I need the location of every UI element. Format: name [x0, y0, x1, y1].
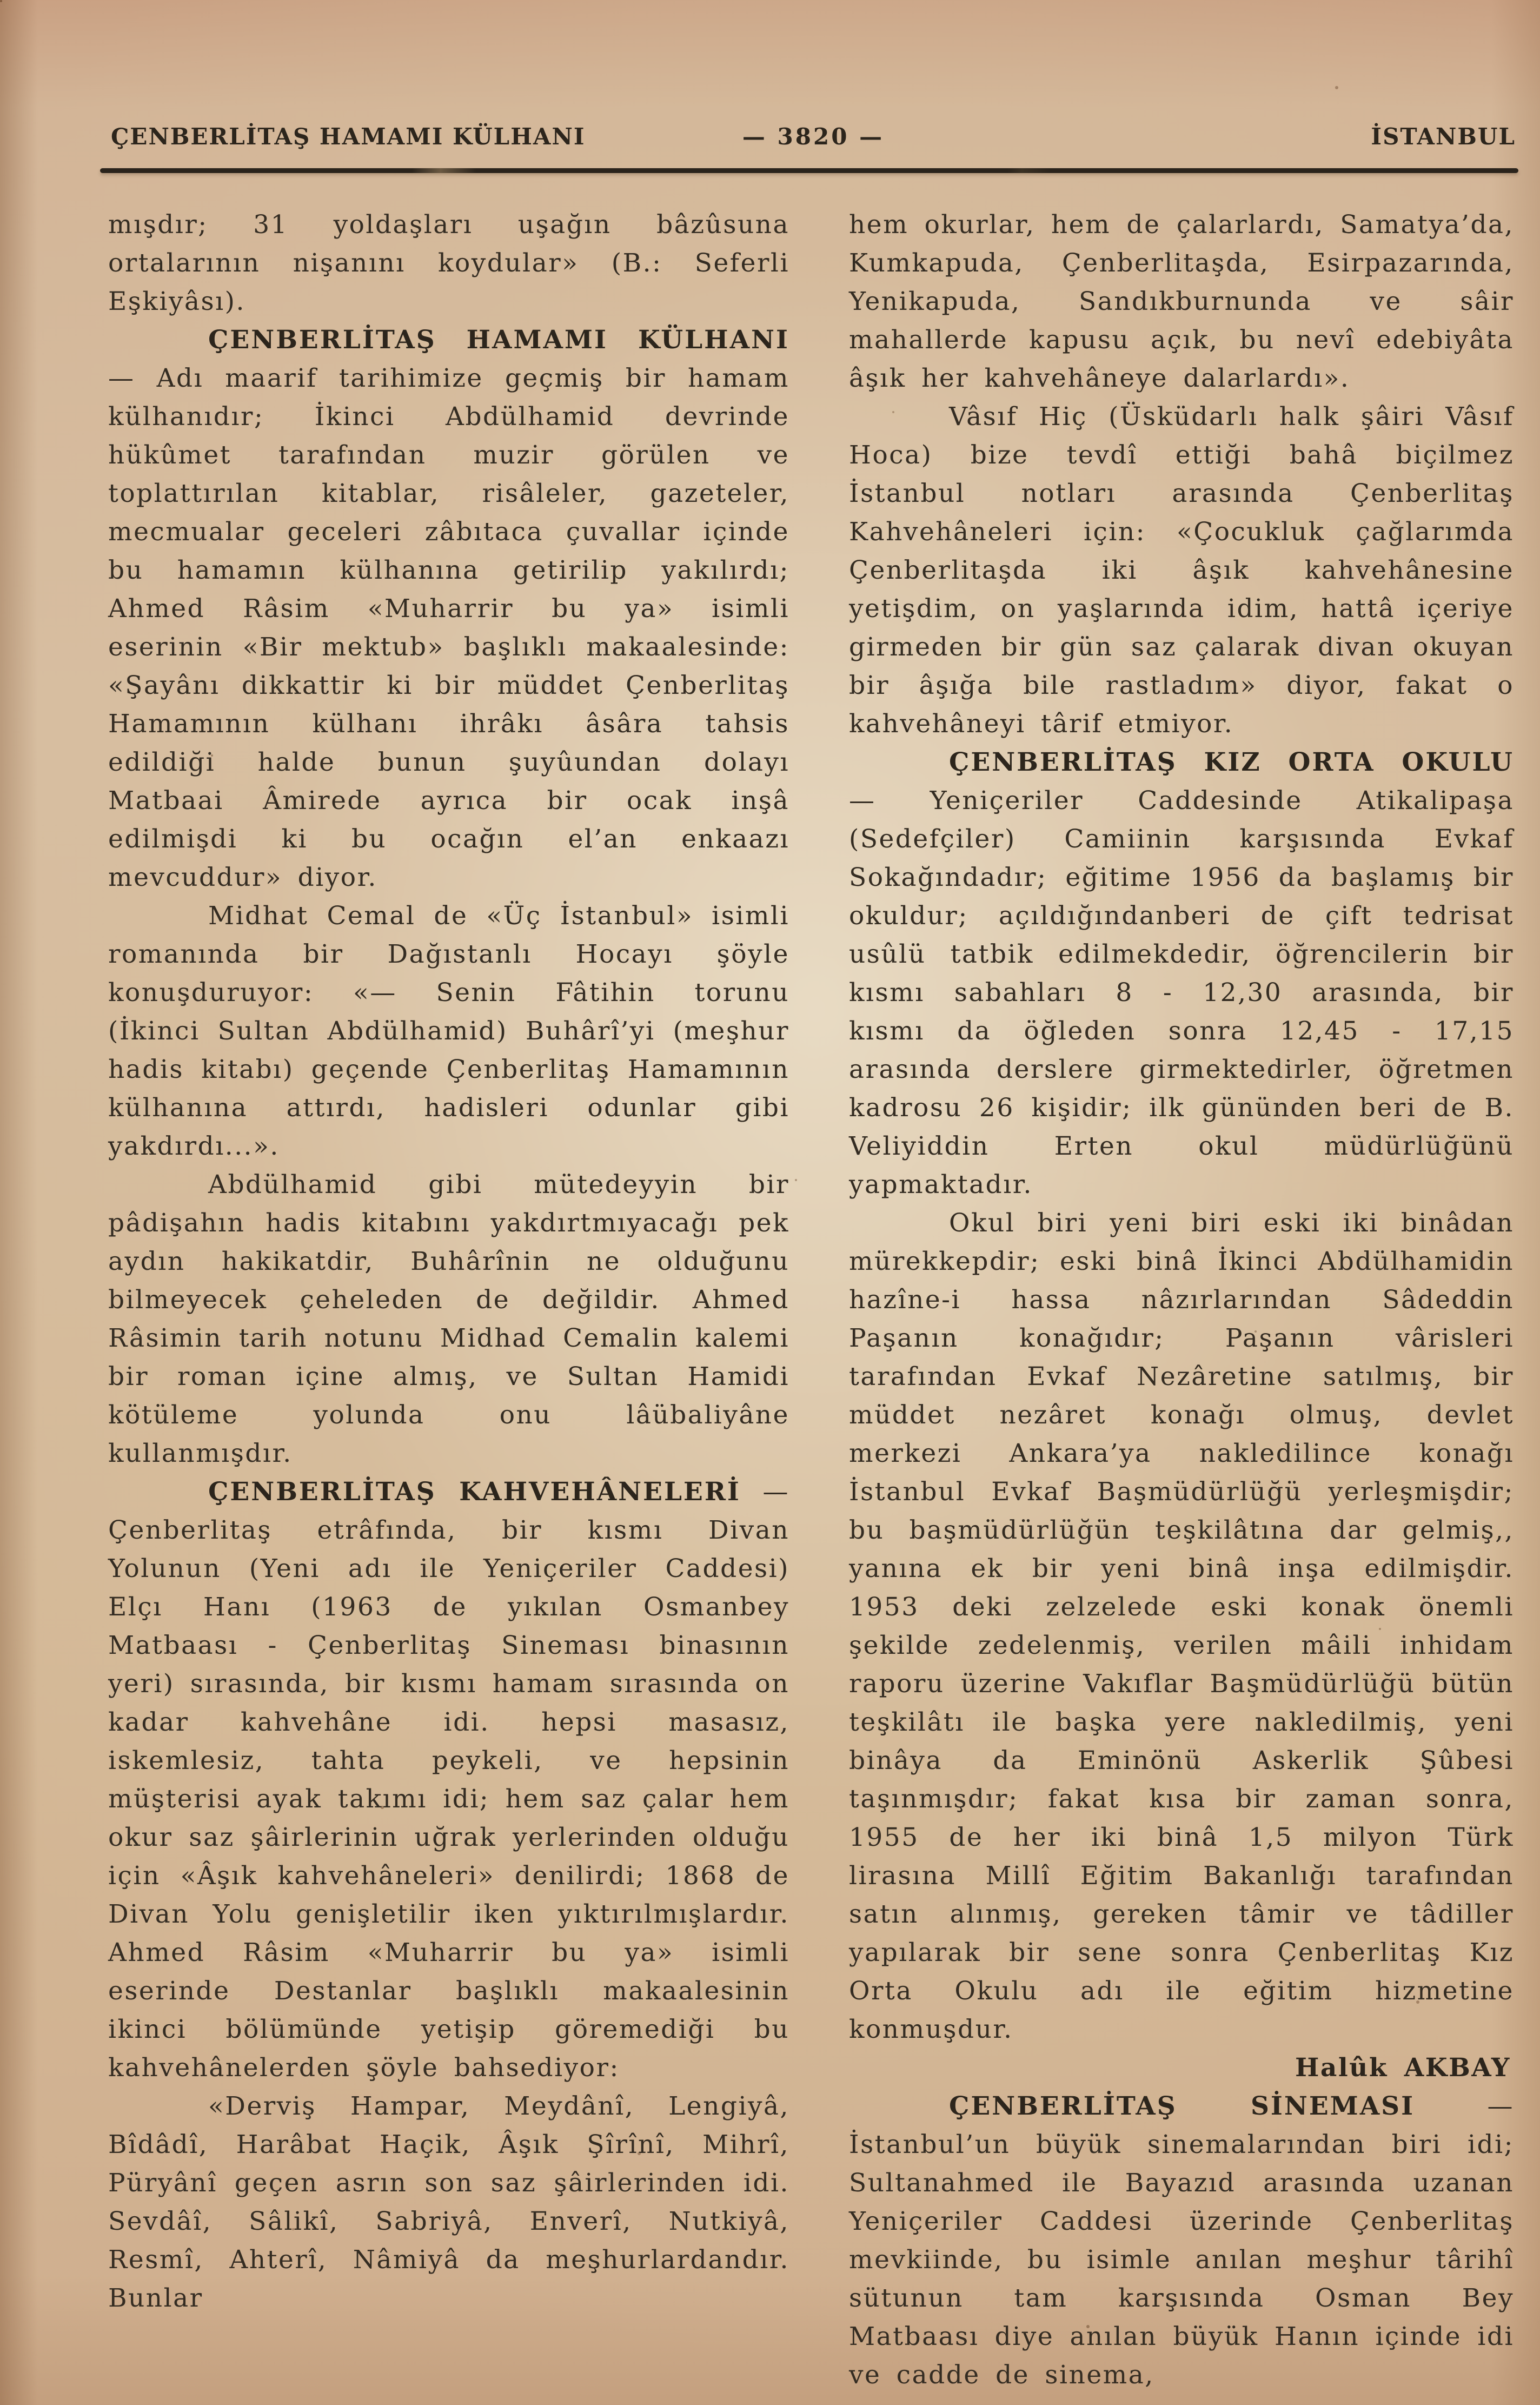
- page-number: — 3820 —: [742, 123, 885, 150]
- column-right: [849, 206, 1514, 2394]
- page-header: [111, 123, 1516, 161]
- text-columns: [108, 206, 1514, 2394]
- header-rule: [100, 168, 1518, 173]
- entry-title: ÇENBERLİTAŞ SİNEMASI: [949, 2091, 1415, 2121]
- paragraph: Abdülhamid gibi mütedeyyin bir pâdişahın hadis kitabını yakdırtmıyacağı pek aydın hakikatdir, Buhârînin ne olduğunu bilmeyecek çeheleden de değildir. Ahmed Râsimin tarih notunu Midhad Cemalin kalemi bir roman içine almış, ve Sultan Hamidi kötüleme yolunda onu lâübaliyâne kullanmışdır.: [108, 1170, 789, 1468]
- entry-paragraph: ÇENBERLİTAŞ KIZ ORTA OKULU — Yeniçeriler Caddesinde Atikalipaşa (Sedefçiler) Camiinin karşısında Evkaf Sokağındadır; eğitime 1956 da başlamış bir okuldur; açıldığındanberi de çift tedrisat usûlü tatbik edilmekdedir, öğrencilerin bir kısmı sabahları 8 - 12,30 arasında, bir kısmı da öğleden sonra 12,45 - 17,15 arasında derslere girmektedirler, öğretmen kadrosu 26 kişidir; ilk gününden beri de B. Veliyiddin Erten okul müdürlüğünü yapmaktadır.: [849, 747, 1514, 1200]
- entry-paragraph: ÇENBERLİTAŞ SİNEMASI — İstanbul’un büyük sinemalarından biri idi; Sultanahmed ile Bayazıd arasında uzanan Yeniçeriler Caddesi üzerinde Çenberlitaş mevkiinde, bu isimle anılan meşhur târihî sütunun tam karşısında Osman Bey Matbaası diye anılan büyük Hanın içinde idi ve cadde de sinema,: [849, 2091, 1514, 2390]
- paragraph: «Derviş Hampar, Meydânî, Lengiyâ, Bîdâdî, Harâbat Haçik, Âşık Şîrînî, Mihrî, Püryânî geçen asrın son saz şâirlerinden idi. Sevdâî, Sâlikî, Sabriyâ, Enverî, Nutkiyâ, Resmî, Ahterî, Nâmiyâ da meşhurlardandır. Bunlar: [108, 2091, 789, 2313]
- author-signature: Halûk AKBAY: [1295, 2053, 1511, 2083]
- paper-specks: [0, 0, 2, 2]
- entry-title: ÇENBERLİTAŞ KAHVEHÂNELERİ: [208, 1477, 741, 1507]
- paragraph: Vâsıf Hiç (Üsküdarlı halk şâiri Vâsıf Hoca) bize tevdî ettiği bahâ biçilmez İstanbul notları arasında Çenberlitaş Kahvehâneleri için: «Çocukluk çağlarımda Çenberlitaşda iki âşık kahvehânesine yetişdim, on yaşlarında idim, hattâ içeriye girmeden bir gün saz çalarak divan okuyan bir âşığa bile rastladım» diyor, fakat o kahvehâneyi târif etmiyor.: [849, 402, 1514, 739]
- entry-paragraph: ÇENBERLİTAŞ HAMAMI KÜLHANI — Adı maarif tarihimize geçmiş bir hamam külhanıdır; İkinci Abdülhamid devrinde hükûmet tarafından muzir görülen ve toplattırılan kitablar, risâleler, gazeteler, mecmualar geceleri zâbıtaca çuvallar içinde bu hamamın külhanına getirilip yakılırdı; Ahmed Râsim «Muharrir bu ya» isimli eserinin «Bir mektub» başlıklı makaalesinde: «Şayânı dikkattir ki bir müddet Çenberlitaş Hamamının külhanı ihrâkı âsâra tahsis edildiği halde bunun şuyûundan dolayı Matbaai Âmirede ayrıca bir ocak inşâ edilmişdi ki bu ocağın el’an enkaazı mevcuddur» diyor.: [108, 325, 789, 892]
- header-article-title: ÇENBERLİTAŞ HAMAMI KÜLHANI: [111, 123, 586, 150]
- paragraph: hem okurlar, hem de çalarlardı, Samatya’da, Kumkapuda, Çenberlitaşda, Esirpazarında, Yenikapuda, Sandıkburnunda ve sâir mahallerde kapusu açık, bu nevî edebiyâta âşık her kahvehâneye dalarlardı».: [849, 210, 1514, 393]
- entry-title: ÇENBERLİTAŞ KIZ ORTA OKULU: [949, 747, 1514, 777]
- paragraph: Okul biri yeni biri eski iki binâdan mürekkepdir; eski binâ İkinci Abdülhamidin hazîne-i hassa nâzırlarından Sâdeddin Paşanın konağıdır; Paşanın vârisleri tarafından Evkaf Nezâretine satılmış, bir müddet nezâret konağı olmuş, devlet merkezi Ankara’ya nakledilince konağı İstanbul Evkaf Başmüdürlüğü yerleşmişdir; bu başmüdürlüğün teşkilâtına dar gelmiş,, yanına ek bir yeni binâ inşa edilmişdir. 1953 deki zelzelede eski konak önemli şekilde zedelenmiş, verilen mâili inhidam raporu üzerine Vakıflar Başmüdürlüğü bütün teşkilâtı ile başka yere nakledilmiş, yeni binâya da Eminönü Askerlik Şûbesi taşınmışdır; fakat kısa bir zaman sonra, 1955 de her iki binâ 1,5 milyon Türk lirasına Millî Eğitim Bakanlığı tarafından satın alınmış, gereken tâmir ve tâdiller yapılarak bir sene sonra Çenberlitaş Kız Orta Okulu adı ile eğitim hizmetine konmuşdur.: [849, 1208, 1514, 2044]
- paragraph: Midhat Cemal de «Üç İstanbul» isimli romanında bir Dağıstanlı Hocayı şöyle konuşduruyor: «— Senin Fâtihin torunu (İkinci Sultan Abdülhamid) Buhârî’yi (meşhur hadis kitabı) geçende Çenberlitaş Hamamının külhanına attırdı, hadisleri odunlar gibi yakdırdı...».: [108, 901, 789, 1161]
- paragraph: mışdır; 31 yoldaşları uşağın bâzûsuna ortalarının nişanını koydular» (B.: Seferli Eşkiyâsı).: [108, 210, 789, 316]
- entry-title: ÇENBERLİTAŞ HAMAMI KÜLHANI: [208, 325, 789, 355]
- entry-paragraph: ÇENBERLİTAŞ KAHVEHÂNELERİ — Çenberlitaş etrâfında, bir kısmı Divan Yolunun (Yeni adı ile Yeniçeriler Caddesi) Elçı Hanı (1963 de yıkılan Osmanbey Matbaası - Çenberlitaş Sineması binasının yeri) sırasında, bir kısmı hamam sırasında on kadar kahvehâne idi. hepsi masasız, iskemlesiz, tahta peykeli, ve hepsinin müşterisi ayak takımı idi; hem saz çalar hem okur saz şâirlerinin uğrak yerlerinden olduğu için «Âşık kahvehâneleri» denilirdi; 1868 de Divan Yolu genişletilir iken yıktırılmışlardır. Ahmed Râsim «Muharrir bu ya» isimli eserinde Destanlar başlıklı makaalesinin ikinci bölümünde yetişip göremediği bu kahvehânelerden şöyle bahsediyor:: [108, 1477, 789, 2083]
- column-left: [108, 206, 789, 2394]
- header-section-title: İSTANBUL: [1371, 123, 1516, 150]
